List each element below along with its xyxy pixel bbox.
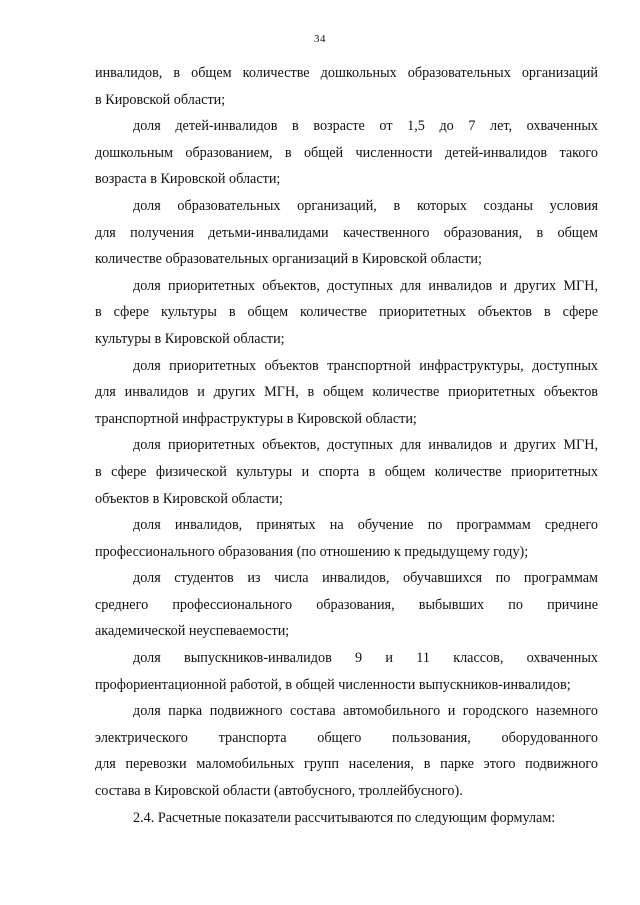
text-line: доля парка подвижного состава автомобильного и городского наземного (133, 703, 598, 720)
text-line: возраста в Кировской области; (95, 171, 281, 188)
text-line: объектов в Кировской области; (95, 490, 283, 507)
text-line: дошкольным образованием, в общей численности детей-инвалидов такого (95, 144, 598, 161)
text-line: в сфере физической культуры и спорта в общем количестве приоритетных (95, 463, 598, 480)
paragraph (95, 512, 598, 565)
text-line: среднего профессионального образования, выбывших по причине (95, 596, 598, 613)
text-line: состава в Кировской области (автобусного, троллейбусного). (95, 783, 463, 800)
text-line: инвалидов, в общем количестве дошкольных образовательных организаций (95, 65, 598, 81)
text-line: профессионального образования (по отношению к предыдущему году); (95, 543, 529, 560)
text-line: для перевозки маломобильных групп населения, в парке этого подвижного (95, 756, 598, 773)
text-line: доля приоритетных объектов транспортной инфраструктуры, доступных (133, 357, 598, 374)
paragraph (95, 113, 598, 193)
paragraph (95, 273, 598, 353)
text-line: доля приоритетных объектов, доступных для инвалидов и других МГН, (133, 277, 598, 294)
document-body (95, 60, 598, 831)
text-line: доля выпускников-инвалидов 9 и 11 классов, охваченных (133, 650, 598, 667)
paragraph (95, 432, 598, 512)
paragraph (95, 565, 598, 645)
text-line: количестве образовательных организаций в Кировской области; (95, 251, 482, 268)
paragraph (95, 353, 598, 433)
paragraph (95, 805, 598, 832)
text-line: для инвалидов и других МГН, в общем количестве приоритетных объектов (95, 384, 598, 401)
text-line: доля инвалидов, принятых на обучение по программам среднего (133, 517, 598, 534)
text-line: 2.4. Расчетные показатели рассчитываются по следующим формулам: (133, 809, 556, 826)
paragraph (95, 645, 598, 698)
text-line: доля приоритетных объектов, доступных для инвалидов и других МГН, (133, 437, 598, 454)
text-line: доля студентов из числа инвалидов, обучавшихся по программам (133, 570, 598, 587)
text-line: в Кировской области; (95, 91, 226, 108)
text-line: доля образовательных организаций, в которых созданы условия (133, 197, 598, 214)
text-line: транспортной инфраструктуры в Кировской области; (95, 410, 417, 427)
text-line: культуры в Кировской области; (95, 330, 285, 347)
text-line: для получения детьми-инвалидами качественного образования, в общем (95, 224, 598, 241)
text-line: доля детей-инвалидов в возрасте от 1,5 до 7 лет, охваченных (133, 118, 598, 135)
text-line: в сфере культуры в общем количестве приоритетных объектов в сфере (95, 304, 598, 321)
paragraph (95, 60, 598, 113)
text-line: электрического транспорта общего пользования, оборудованного (95, 729, 598, 746)
paragraph (95, 698, 598, 804)
text-line: академической неуспеваемости; (95, 623, 290, 640)
paragraph (95, 193, 598, 273)
text-line: профориентационной работой, в общей численности выпускников-инвалидов; (95, 676, 571, 693)
page-number: 34 (314, 33, 326, 45)
